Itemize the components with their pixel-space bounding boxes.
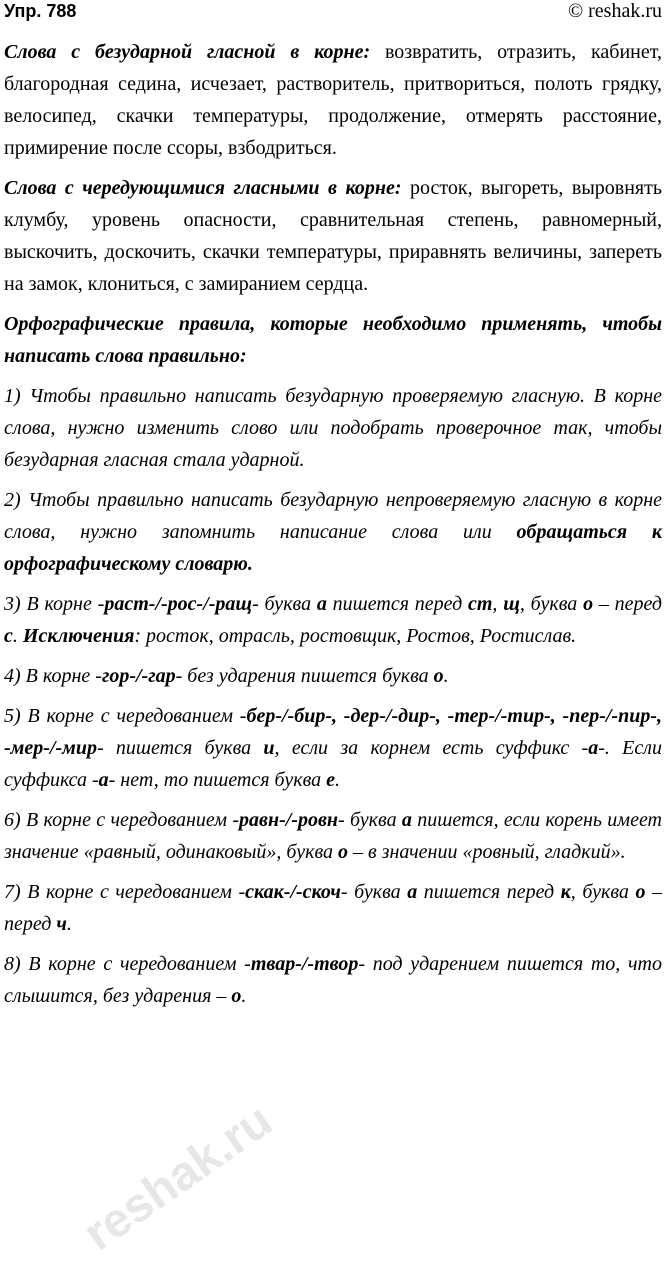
section-rules-heading [4,308,662,372]
rule-7-a: 7) В корне с чередованием - [4,881,246,903]
rule-7-g: , буква [570,881,636,903]
rule-5-k: . [335,769,341,791]
rule-4-root: гор-/-гар [101,665,176,687]
rule-3-h: щ [503,593,520,615]
rule-3-c: - буква [252,593,317,615]
watermark: reshak.ru [74,1093,282,1262]
rule-5-d: и [263,737,275,759]
rule-3-o: : росток, отрасль, ростовщик, Ростов, Ростислав. [134,625,577,647]
rule-3-e: пишется перед [326,593,468,615]
rule-6-g: – в значении «ровный, гладкий». [348,841,626,863]
rule-8 [4,948,662,1012]
rule-7-c: - буква [340,881,408,903]
rule-3-root: раст-/-рос-/-ращ [104,593,253,615]
rule-4-e: . [443,665,449,687]
rule-3-i: , буква [519,593,584,615]
rule-7-root: скак-/-скоч [245,881,341,903]
rule-1 [4,380,662,476]
rule-5-h: а [98,769,109,791]
rule-3-exceptions: Исключения [22,625,135,647]
rule-2-text: 2) Чтобы правильно написать безударную непроверяемую гласную в корне слова, нужно запомнить написание слова или [4,489,662,543]
rule-5-roots: бер-/-бир-, -дер-/-дир-, -тер-/-тир-, -пер-/-пир-, -мер-/-мир [4,705,662,759]
rule-7-i: – перед [4,881,663,935]
rule-7-e: пишется перед [417,881,561,903]
rule-3-f: ст [467,593,493,615]
rule-2-bold: обращаться к орфографическому словарю. [4,521,663,575]
section-alternating-vowels [4,172,662,300]
rule-2 [4,484,662,580]
rule-5-i: - нет, то пишется буква [108,769,327,791]
rule-3-k: – перед [593,593,663,615]
rule-6-d: а [401,809,412,831]
rule-4-c: - без ударения пишется буква [175,665,434,687]
rule-8-d: о [231,985,242,1007]
rule-7 [4,876,662,940]
section-unstressed-vowels [4,36,662,164]
rule-6-f: о [338,841,348,863]
rule-7-k: . [66,913,72,935]
rule-8-a: 8) В корне с чередованием - [4,953,251,975]
section-unstressed-text: возвратить, отразить, кабинет, благородная седина, исчезает, растворитель, притвориться, полоть грядку, велосипед, скачки температуры, продолжение, отмерять расстояние, примирение после ссоры, взбодриться. [4,41,662,159]
rules-heading: Орфографические правила, которые необходимо применять, чтобы написать слова правильно: [4,313,662,367]
rule-1-text: 1) Чтобы правильно написать безударную проверяемую гласную. В корне слова, нужно изменить слово или подобрать проверочное так, чтобы безударная гласная стала ударной. [4,385,662,471]
rule-5-g: -. Если суффикса - [4,737,662,791]
header [4,0,662,26]
rule-3-m: . [12,625,23,647]
rule-4 [4,660,662,692]
rule-6-a: 6) В корне с чередованием - [4,809,240,831]
rule-3-g: , [492,593,504,615]
rule-3-d: а [316,593,327,615]
rule-3-l: с [4,625,13,647]
rule-3 [4,588,662,652]
section-unstressed-lead: Слова с безударной гласной в корне: [4,41,371,63]
rule-3-a: 3) В корне - [4,593,105,615]
rule-8-root: твар-/-твор [250,953,359,975]
rule-6-e: пишется, если корень имеет значение «равный, одинаковый», буква [4,809,663,863]
rule-4-d: о [433,665,444,687]
rule-7-d: а [407,881,418,903]
section-alternating-text: росток, выгореть, выровнять клумбу, уровень опасности, сравнительная степень, равномерный, выскочить, доскочить, скачки температуры, приравнять величины, запереть на замок, клониться, с замиранием сердца. [4,177,662,295]
rule-4-a: 4) В корне - [4,665,102,687]
section-alternating-lead: Слова с чередующимися гласными в корне: [4,177,402,199]
rule-8-e: . [241,985,247,1007]
rule-8-c: - под ударением пишется то, что слышится, без ударения – [4,953,662,1007]
rule-5-j: е [326,769,336,791]
rule-6-c: - буква [338,809,402,831]
exercise-number: Упр. 788 [4,1,77,21]
rule-6 [4,804,662,868]
rule-7-h: о [635,881,646,903]
site-credit: © reshak.ru [567,0,662,22]
rule-5-f: а [588,737,599,759]
rule-5-e: , если за корнем есть суффикс - [274,737,589,759]
rule-5-a: 5) В корне с чередованием - [4,705,247,727]
rule-7-f: к [560,881,571,903]
rule-7-j: ч [56,913,67,935]
rule-5 [4,700,662,796]
rule-5-c: - пишется буква [96,737,264,759]
rule-6-root: равн-/-ровн [239,809,338,831]
rule-3-j: о [583,593,594,615]
